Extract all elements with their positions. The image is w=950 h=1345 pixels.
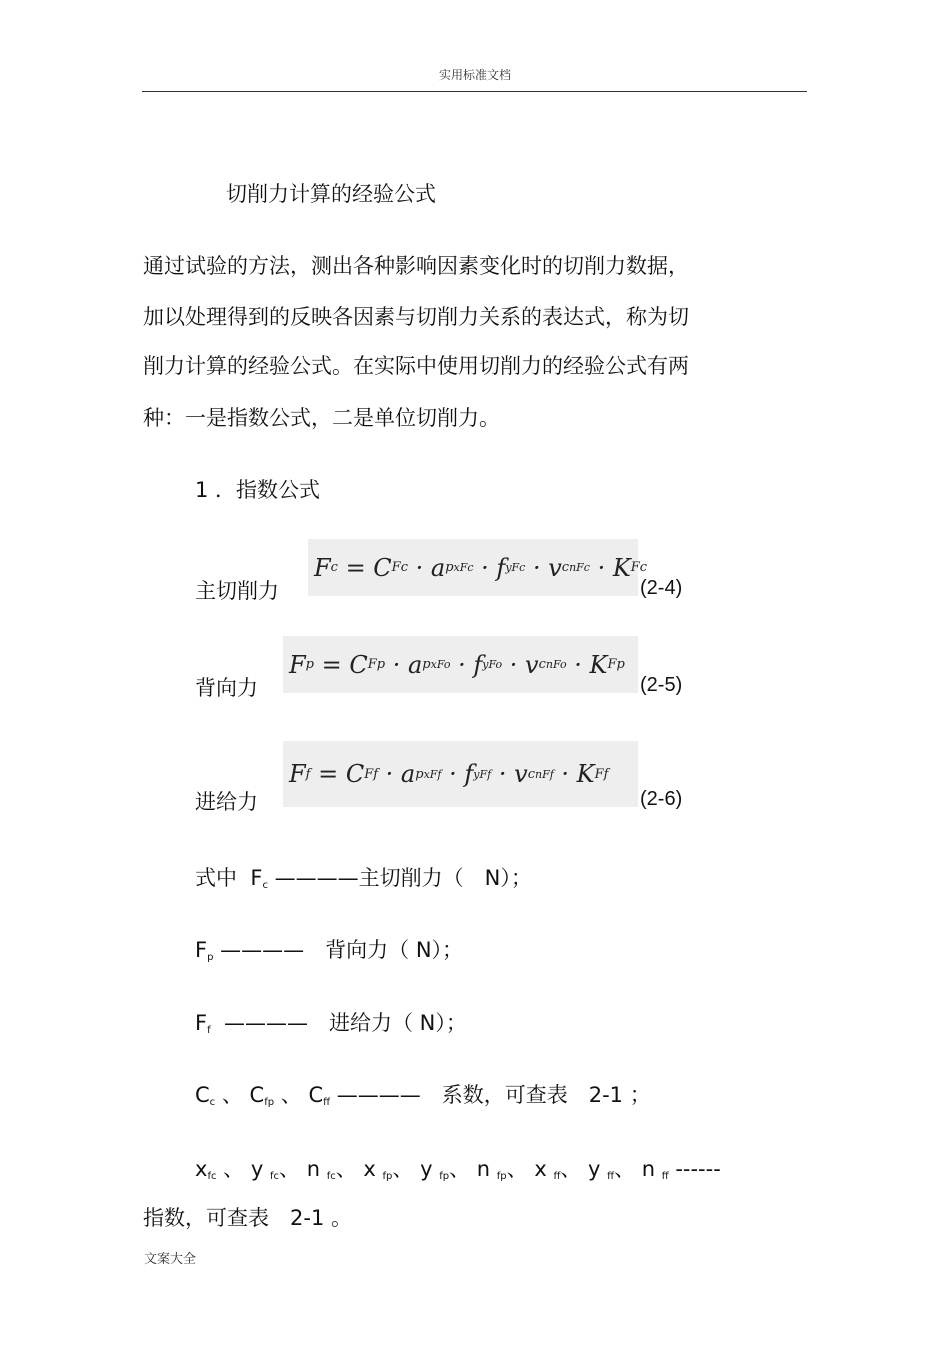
header-divider [142,91,807,92]
definition-exponents: xfc 、 y fc、 n fc、 x fp、 y fp、 n fp、 x ff、 y ff、 n ff ------ [195,1157,721,1182]
formula-label-back-force: 背向力 [195,676,258,700]
page-header: 实用标准文档 [438,68,511,82]
intro-line-2: 加以处理得到的反映各因素与切削力关系的表达式，称为切 [143,305,689,329]
intro-line-1: 通过试验的方法，测出各种影响因素变化时的切削力数据， [143,254,689,278]
definition-ff: Ff ———— 进给力（ N）； [195,1011,467,1036]
equation-number-2-6: (2-6) [640,788,683,810]
equation-number-2-4: (2-4) [640,577,683,599]
formula-label-main-force: 主切削力 [195,579,279,603]
formula-feed-force: F f = C Ff · a p xFf · f yFf · v c nFf · K Ff [283,741,638,807]
document-title: 切削力计算的经验公式 [226,182,436,206]
formula-back-force: F p = C Fp · a p xFo · f yFo · v c nFo · K Fp [283,636,638,693]
intro-line-3: 削力计算的经验公式。在实际中使用切削力的经验公式有两 [143,354,689,378]
definition-exponents-tail: 指数，可查表 2-1 。 [143,1206,352,1230]
page-footer: 文案大全 [144,1252,197,1267]
formula-main-force: F c = C Fc · a p xFc · f yFc · v c nFc · K Fc [308,539,638,596]
definition-fc: 式中 Fc ————主切削力（ N）； [195,866,532,891]
equation-number-2-5: (2-5) [640,674,683,696]
intro-line-4: 种：一是指数公式，二是单位切削力。 [143,406,500,430]
definition-coefficients: Cc 、 Cfp 、 Cff ———— 系数，可查表 2-1 ； [195,1083,651,1108]
section-heading: 1 ．指数公式 [195,478,321,502]
formula-label-feed-force: 进给力 [195,790,258,814]
definition-fp: Fp ———— 背向力（ N）； [195,938,464,963]
